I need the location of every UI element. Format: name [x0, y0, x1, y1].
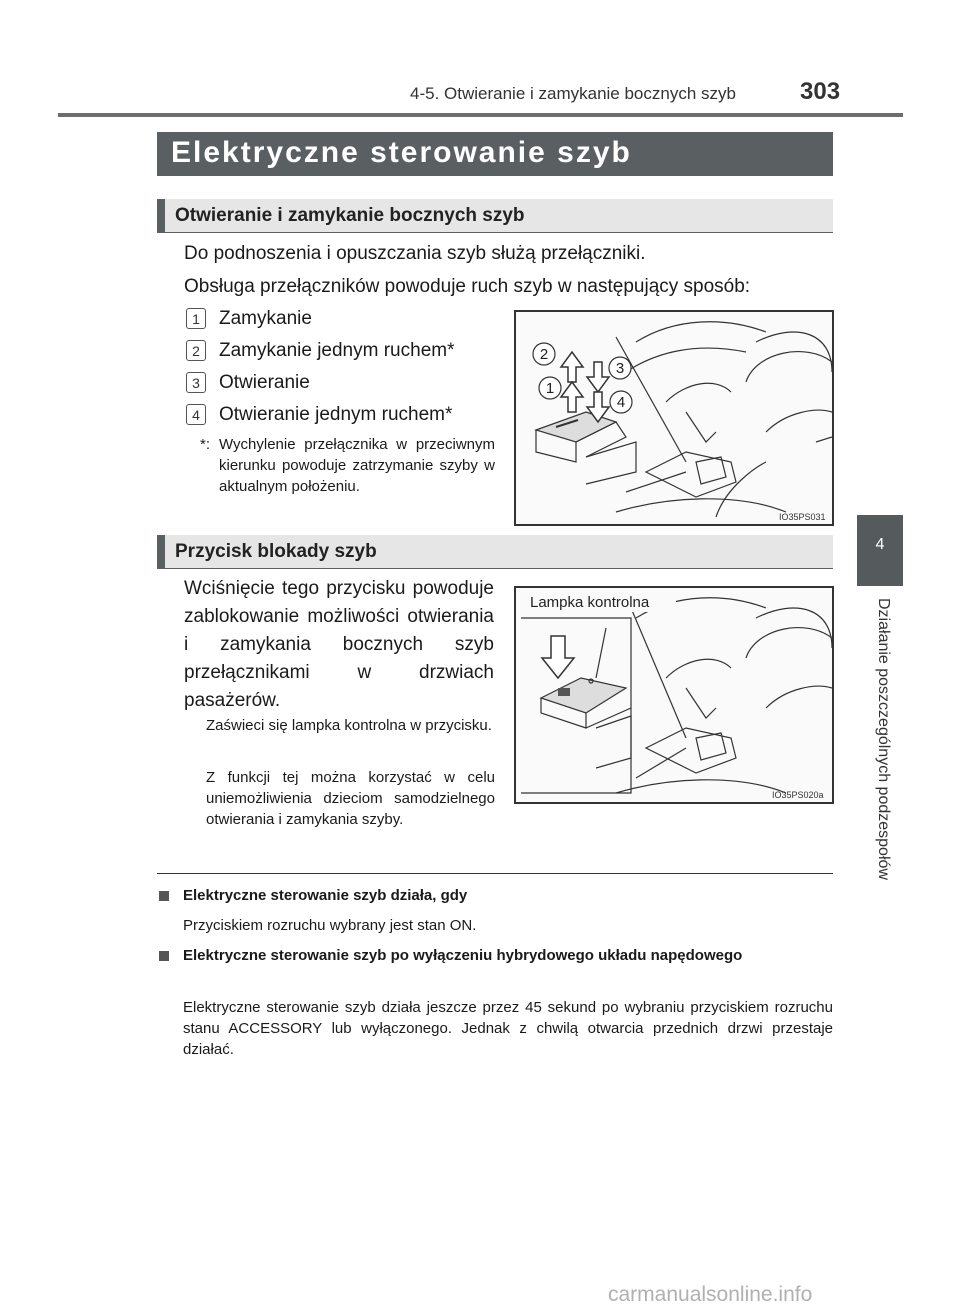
item-number-1: 1: [186, 308, 206, 329]
section2-paragraph: Wciśnięcie tego przycisku powoduje zablokowanie możliwości otwierania i zamykania bocznych szyb przełącznikami w drzwiach pasażerów.: [184, 578, 494, 711]
header-rule: [58, 113, 903, 117]
section2-heading-bar: [157, 535, 165, 568]
section2-heading-rule: [157, 568, 833, 569]
callout-1-label: 1: [545, 380, 555, 397]
chapter-number: 4: [875, 536, 885, 553]
item-number-4: 4: [186, 404, 206, 425]
figure2-code: IO35PS020a: [772, 790, 824, 800]
callout-4-label: 4: [616, 394, 626, 411]
arrow-open: [587, 362, 609, 392]
figure-window-lock: [514, 586, 834, 804]
note1-text: Przyciskiem rozruchu wybrany jest stan ON.: [183, 917, 477, 934]
item-number-3: 3: [186, 372, 206, 393]
section1-heading-bar: [157, 199, 165, 232]
arrow-close-one-touch: [561, 352, 583, 382]
item-number-2: 2: [186, 340, 206, 361]
section2-note1: Zaświeci się lampka kontrolna w przycisku.: [206, 717, 492, 734]
note2-heading: Elektryczne sterowanie szyb po wyłączeniu hybrydowego układu napędowego: [183, 947, 743, 964]
section1-paragraph1: Do podnoszenia i opuszczania szyb służą przełączniki.: [184, 243, 646, 264]
section2-heading: Przycisk blokady szyb: [175, 541, 377, 562]
figure1-code: IO35PS031: [779, 512, 826, 522]
notes-separator: [157, 873, 833, 874]
note2-bullet: [159, 951, 169, 961]
callout-3-label: 3: [615, 360, 625, 377]
section1-heading: Otwieranie i zamykanie bocznych szyb: [175, 205, 525, 226]
item-label-3: Otwieranie: [219, 372, 310, 393]
note1-heading: Elektryczne sterowanie szyb działa, gdy: [183, 887, 468, 904]
page-title: Elektryczne sterowanie szyb: [171, 136, 632, 169]
indicator-label: Lampka kontrolna: [530, 594, 650, 611]
chapter-title-wrap: [872, 598, 892, 938]
item-label-4: Otwieranie jednym ruchem*: [219, 404, 453, 425]
running-header-section: 4-5. Otwieranie i zamykanie bocznych szyb: [410, 84, 736, 103]
footnote-mark: *:: [200, 436, 211, 453]
footnote-text: Wychylenie przełącznika w przeciwnym kierunku powoduje zatrzymanie szyby w aktualnym położeniu.: [219, 436, 495, 495]
section2-note2: Z funkcji tej można korzystać w celu uniemożliwienia dzieciom samodzielnego otwierania i zamykania szyby.: [206, 769, 495, 828]
arrow-close: [561, 382, 583, 412]
figure-window-lock-drawing: [516, 588, 832, 802]
figure-window-switches: [514, 310, 834, 526]
section1-heading-rule: [157, 232, 833, 233]
item-label-2: Zamykanie jednym ruchem*: [219, 340, 455, 361]
chapter-title: Działanie poszczególnych podzespołów: [875, 598, 892, 880]
callout-2-label: 2: [539, 346, 549, 363]
arrow-press-lock: [542, 636, 574, 678]
watermark: carmanualsonline.info: [608, 1283, 813, 1306]
figure-window-switches-drawing: [516, 312, 832, 524]
item-label-1: Zamykanie: [219, 308, 312, 329]
section1-paragraph2: Obsługa przełączników powoduje ruch szyb w następujący sposób:: [184, 276, 751, 297]
note1-bullet: [159, 891, 169, 901]
note2-text: Elektryczne sterowanie szyb działa jeszcze przez 45 sekund po wybraniu przyciskiem rozruchu stanu ACCESSORY lub wyłączonego. Jednak z chwilą otwarcia przednich drzwi przestaje działać.: [183, 999, 833, 1058]
page-number: 303: [800, 78, 841, 105]
